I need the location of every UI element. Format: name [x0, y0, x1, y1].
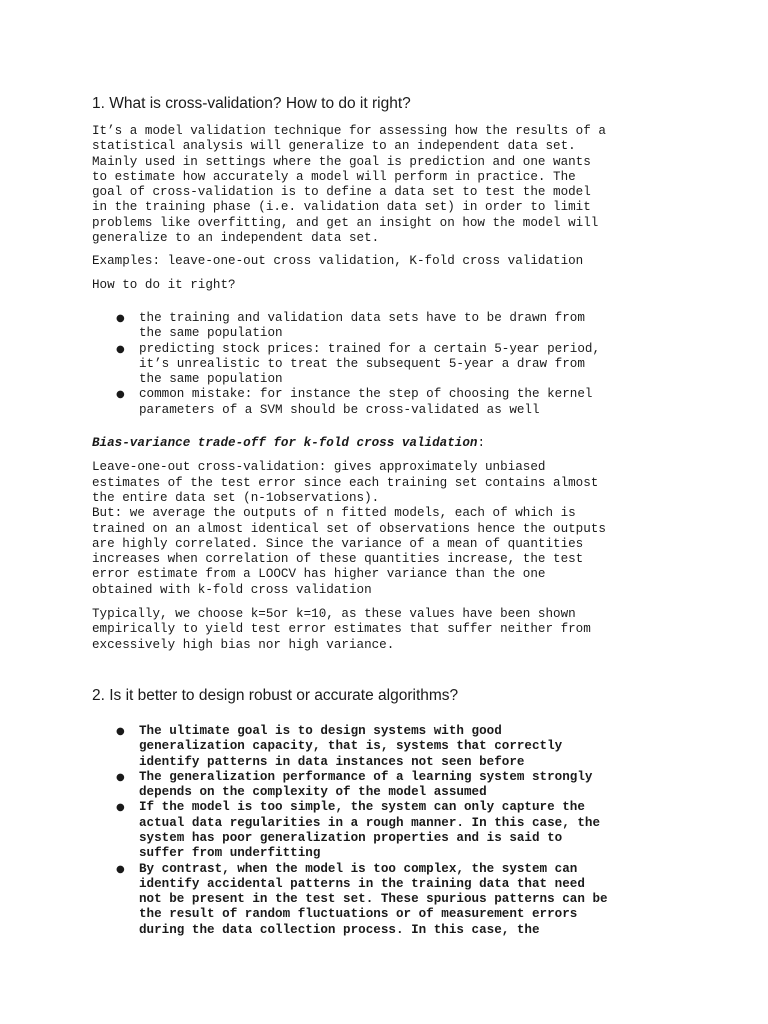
bullet-icon: ●: [116, 725, 125, 737]
list-item: [92, 311, 692, 342]
section-1-heading: 1. What is cross-validation? How to do it right?: [92, 95, 411, 112]
bullet-text: common mistake: for instance the step of choosing the kernel parameters of a SVM should be cross-validated as well: [139, 387, 593, 417]
bullet-icon: ●: [116, 343, 125, 355]
bullet-text: The ultimate goal is to design systems with good generalization capacity, that is, systems that correctly identify patterns in data instances not seen before: [139, 723, 563, 769]
examples-line: Examples: leave-one-out cross validation, K-fold cross validation: [92, 254, 584, 269]
section-1-intro: It’s a model validation technique for assessing how the results of a statistical analysis will generalize to an independent data set. Mainly used in settings where the goal is prediction and one wants to estimate how accurately a model will perform in practice. The goal of cross-validation is to define a data set to test the model in the training phase (i.e. validation data set) in order to limit problems like overfitting, and get an insight on how the model will generalize to an independent data set.: [92, 124, 606, 246]
list-item: [92, 862, 692, 938]
section-2-bullet-list: [92, 724, 692, 938]
document-page: [92, 94, 692, 938]
bullet-text: The generalization performance of a learning system strongly depends on the complexity of the model assumed: [139, 769, 593, 800]
section-2-heading: 2. Is it better to design robust or accurate algorithms?: [92, 686, 459, 704]
loocv-paragraph: Leave-one-out cross-validation: gives approximately unbiased estimates of the test error since each training set contains almost the entire data set (n-1observations). But: we average the outputs of n fitted models, each of which is trained on an almost identical set of observations hence the outputs are highly correlated. Since the variance of a mean of quantities increases when correlation of these quantities increase, the test error estimate from a LOOCV has higher variance than the one obtained with k-fold cross validation: [92, 460, 606, 597]
bullet-icon: ●: [116, 389, 125, 401]
bullet-icon: ●: [116, 802, 125, 814]
list-item: [92, 387, 692, 418]
bullet-text: By contrast, when the model is too complex, the system can identify accidental patterns in the training data that need not be present in the test set. These spurious patterns can be the result of random fluctuations or of measurement errors during the data collection process. In this case, the: [139, 861, 608, 937]
bullet-icon: ●: [116, 863, 125, 875]
subheading-colon: :: [477, 436, 485, 451]
bullet-text: the training and validation data sets have to be drawn from the same population: [139, 310, 585, 341]
list-item: [92, 724, 692, 770]
how-to-line: How to do it right?: [92, 277, 236, 292]
bullet-text: If the model is too simple, the system can only capture the actual data regularities in a rough manner. In this case, the system has poor generalization properties and is said to suffer from underfitting: [139, 800, 601, 861]
section-1-bullet-list: [92, 311, 692, 418]
bias-variance-subheading: [92, 436, 692, 451]
bullet-text: predicting stock prices: trained for a certain 5-year period, it’s unrealistic to treat the subsequent 5-year a draw from the same population: [139, 341, 601, 387]
list-item: [92, 342, 692, 388]
bullet-icon: ●: [116, 312, 125, 324]
list-item: [92, 800, 692, 861]
subheading-text: Bias-variance trade-off for k-fold cross validation: [92, 436, 478, 451]
bullet-icon: ●: [116, 771, 125, 783]
list-item: [92, 770, 692, 801]
typically-paragraph: Typically, we choose k=5or k=10, as these values have been shown empirically to yield test error estimates that suffer neither from excessively high bias nor high variance.: [92, 607, 591, 652]
